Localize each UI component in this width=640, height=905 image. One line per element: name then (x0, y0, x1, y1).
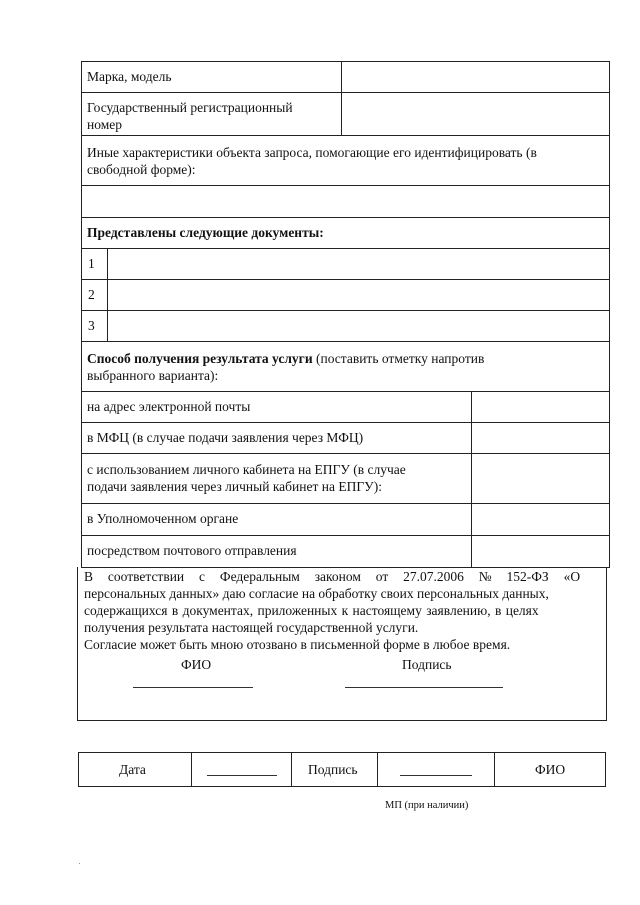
option-email-label: на адрес электронной почты (87, 399, 251, 414)
delivery-heading-line2: выбранного варианта): (87, 368, 219, 383)
option-epgu-checkbox-cell[interactable] (472, 454, 609, 503)
brand-model-label: Марка, модель (87, 69, 172, 84)
option-post-label: посредством почтового отправления (87, 543, 297, 558)
option-mfc-label: в МФЦ (в случае подачи заявления через МФЦ) (87, 430, 364, 445)
other-characteristics-line1: Иные характеристики объекта запроса, помогающие его идентифицировать (в (87, 145, 537, 160)
row-divider (81, 135, 610, 136)
consent-line1: В соответствии с Федеральным законом от 27.07.2006 № 152-ФЗ «О (84, 569, 581, 584)
row-divider (81, 248, 610, 249)
documents-heading: Представлены следующие документы: (87, 225, 324, 240)
table-border-left (81, 61, 82, 568)
row-divider (81, 185, 610, 186)
row-divider (81, 279, 610, 280)
footer-date-label: Дата (119, 762, 146, 777)
row-divider (81, 310, 610, 311)
delivery-heading-rest: (поставить отметку напротив (312, 351, 485, 366)
stamp-note: МП (при наличии) (385, 800, 469, 811)
consent-border-bottom (77, 720, 607, 721)
reg-number-label-line1: Государственный регистрационный (87, 100, 293, 115)
vehicle-column-divider (341, 61, 342, 136)
document-row-number: 3 (88, 318, 95, 333)
other-characteristics-line2: свободной форме): (87, 162, 196, 177)
row-divider (81, 341, 610, 342)
footer-signature-line[interactable] (400, 775, 472, 776)
consent-line5: Согласие может быть мною отозвано в письменной форме в любое время. (84, 637, 511, 652)
option-post-checkbox-cell[interactable] (472, 536, 609, 567)
footer-divider (291, 752, 292, 787)
consent-border-left (77, 567, 78, 721)
option-email-checkbox-cell[interactable] (472, 392, 609, 422)
footer-border-right (605, 752, 606, 787)
consent-line3: содержащихся в документах, приложенных к настоящему заявлению, в целях (84, 603, 539, 618)
delivery-heading-line1 (87, 350, 484, 367)
footer-border-bottom (78, 786, 606, 787)
row-divider (81, 92, 610, 93)
option-authority-label: в Уполномоченном органе (87, 511, 239, 526)
delivery-heading-bold: Способ получения результата услуги (87, 351, 313, 366)
document-row-number: 2 (88, 287, 95, 302)
footer-divider (377, 752, 378, 787)
consent-fio-line[interactable] (133, 687, 253, 688)
footer-divider (494, 752, 495, 787)
footer-date-line[interactable] (207, 775, 277, 776)
option-authority-checkbox-cell[interactable] (472, 504, 609, 535)
footer-border-top (78, 752, 606, 753)
option-epgu-label-line1: с использованием личного кабинета на ЕПГУ (в случае (87, 462, 406, 477)
row-divider (81, 61, 610, 62)
scan-speck (79, 863, 80, 864)
consent-border-right (606, 567, 607, 721)
footer-signature-label: Подпись (308, 762, 358, 777)
footer-border-left (78, 752, 79, 787)
consent-signature-label: Подпись (402, 657, 452, 672)
documents-column-divider (107, 248, 108, 342)
reg-number-label-line2: номер (87, 117, 123, 132)
consent-line4: получения результата настоящей государственной услуги. (84, 620, 419, 635)
consent-signature-line[interactable] (345, 687, 503, 688)
consent-line2: персональных данных» даю согласие на обработку своих персональных данных, (84, 586, 549, 601)
table-border-right (609, 61, 610, 568)
row-divider (81, 217, 610, 218)
document-row-number: 1 (88, 256, 95, 271)
option-epgu-label-line2: подачи заявления через личный кабинет на ЕПГУ): (87, 479, 382, 494)
option-mfc-checkbox-cell[interactable] (472, 423, 609, 453)
footer-fio-label: ФИО (535, 762, 566, 777)
consent-fio-label: ФИО (181, 657, 212, 672)
footer-divider (191, 752, 192, 787)
